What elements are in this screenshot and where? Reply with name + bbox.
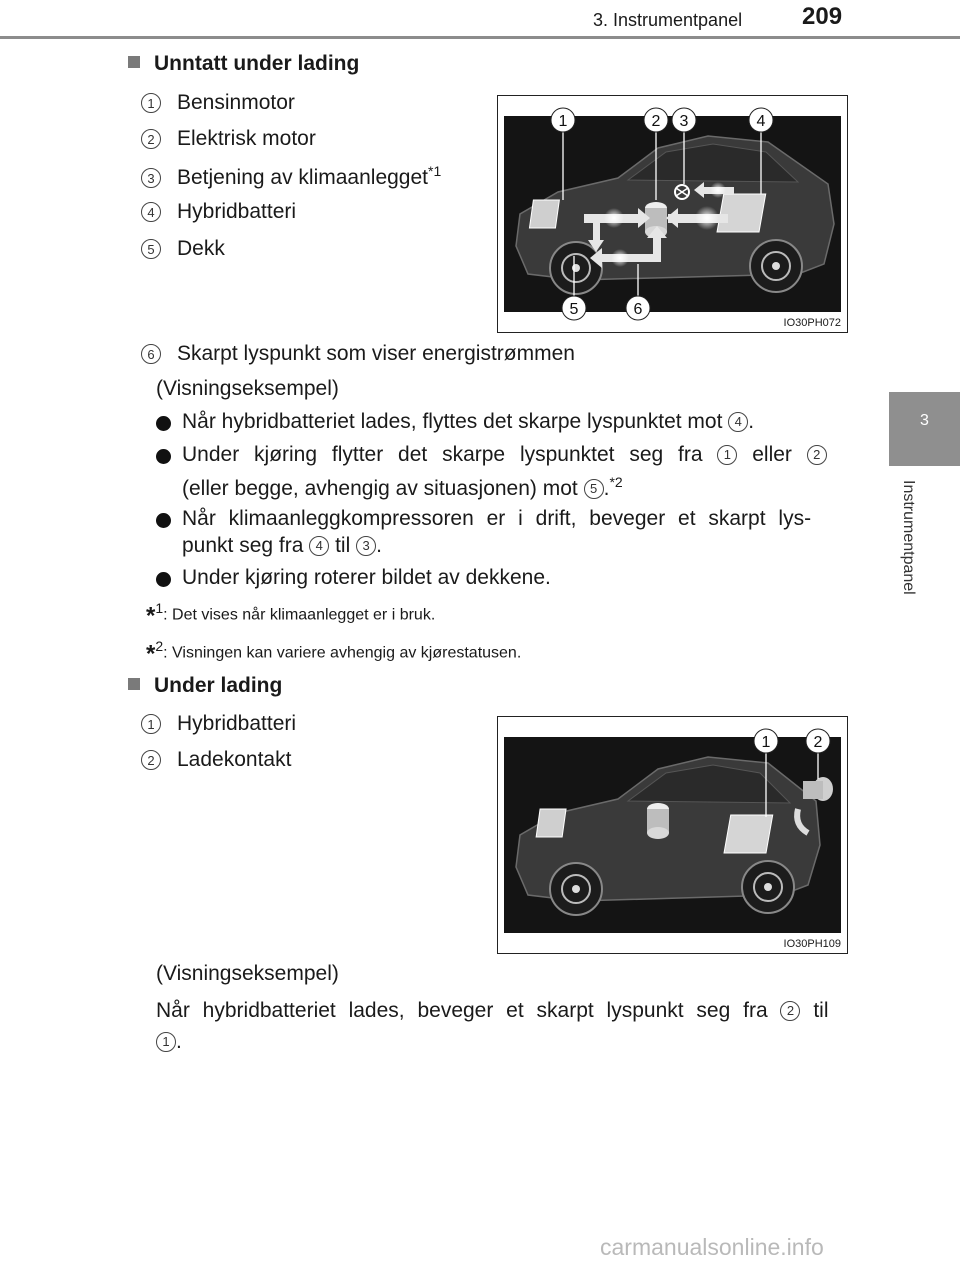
footnote-ref: *1 <box>428 163 442 179</box>
example-note: (Visningseksempel) <box>156 962 339 985</box>
ref-number: 4 <box>309 536 329 556</box>
list-item: 3 Betjening av klimaanlegget$^{*1}$ <box>141 163 441 190</box>
list-item: 1 Hybridbatteri <box>141 712 296 736</box>
page-header <box>0 0 960 40</box>
callout-number: 3 <box>141 168 161 188</box>
car-energy-illustration <box>498 96 847 332</box>
svg-text:5: 5 <box>569 301 579 318</box>
svg-text:2: 2 <box>813 734 823 751</box>
svg-text:2: 2 <box>651 113 661 130</box>
ref-number: 1 <box>156 1032 176 1052</box>
section-title-not-charging: Unntatt under lading <box>128 52 359 76</box>
callout-2 <box>644 108 668 132</box>
section-marker-icon <box>128 56 140 68</box>
callout-4 <box>749 108 773 132</box>
list-item: 6 Skarpt lyspunkt som viser energistrømmen <box>141 342 575 366</box>
watermark: carmanualsonline.info <box>600 1234 824 1260</box>
list-item: 2 Elektrisk motor <box>141 127 316 151</box>
list-item: 5 Dekk <box>141 237 225 261</box>
engine-icon <box>529 200 559 228</box>
svg-text:3: 3 <box>679 113 689 130</box>
section-marker-icon <box>128 678 140 690</box>
callout-number: 1 <box>141 93 161 113</box>
electric-motor-icon <box>647 803 669 839</box>
bullet-dot <box>156 416 171 431</box>
list-item: 2 Ladekontakt <box>141 748 291 772</box>
chapter-tab-label: Instrumentpanel <box>900 480 917 595</box>
chapter-tab[interactable] <box>889 392 960 466</box>
callout-number: 4 <box>141 202 161 222</box>
callout-number: 5 <box>141 239 161 259</box>
ref-number: 5 <box>584 479 604 499</box>
ref-number: 1 <box>717 445 737 465</box>
callout-6 <box>626 296 650 320</box>
bullet-continuation: (eller begge, avhengig av situasjonen) mot 5 .$^{*2}$ <box>182 474 623 500</box>
front-wheel-icon <box>550 242 602 294</box>
footnote-ref: *2 <box>609 474 623 490</box>
bullet-dot <box>156 513 171 528</box>
chapter-tab-number: 3 <box>920 412 929 429</box>
rear-wheel-icon <box>742 861 794 913</box>
svg-text:4: 4 <box>756 113 766 130</box>
ref-number: 4 <box>728 412 748 432</box>
footnote-1: *$^1$: Det vises når klimaanlegget er i bruk. <box>146 600 436 630</box>
callout-1 <box>551 108 575 132</box>
list-item: 4 Hybridbatteri <box>141 200 296 224</box>
callout-5 <box>562 296 586 320</box>
hybrid-battery-icon <box>724 815 773 853</box>
bullet-dot <box>156 449 171 464</box>
list-item: 1 Bensinmotor <box>141 91 295 115</box>
ref-number: 2 <box>780 1001 800 1021</box>
bullet-continuation: punkt seg fra 4 til 3 . <box>182 534 382 557</box>
page-number: 209 <box>802 3 843 30</box>
chapter-tab-label-wrap <box>897 480 919 620</box>
svg-text:1: 1 <box>558 113 568 130</box>
svg-text:1: 1 <box>761 734 771 751</box>
ref-number: 2 <box>807 445 827 465</box>
bullet-dot <box>156 572 171 587</box>
example-note: (Visningseksempel) <box>156 377 339 400</box>
ref-number: 3 <box>356 536 376 556</box>
car-charging-illustration <box>498 717 847 953</box>
rear-wheel-icon <box>750 240 802 292</box>
section-title-charging: Under lading <box>128 674 282 698</box>
front-wheel-icon <box>550 863 602 915</box>
callout-number: 6 <box>141 344 161 364</box>
chapter-title: 3. Instrumentpanel <box>593 10 743 30</box>
figure-code: IO30PH072 <box>783 317 841 329</box>
footnote-2: *$^2$: Visningen kan variere avhengig av kjørestatusen. <box>146 638 522 668</box>
callout-number: 2 <box>141 129 161 149</box>
callout-3 <box>672 108 696 132</box>
svg-text:6: 6 <box>633 301 643 318</box>
hybrid-battery-icon <box>717 194 766 232</box>
charging-text-end: 1 . <box>156 1030 182 1054</box>
engine-icon <box>536 809 566 837</box>
energy-flow-figure <box>497 95 848 333</box>
figure-code: IO30PH109 <box>783 938 841 950</box>
charging-text: Når hybridbatteriet lades, beveger et skarpt lyspunkt seg fra 2 til <box>156 999 829 1022</box>
callout-1 <box>754 729 778 753</box>
callout-number: 1 <box>141 714 161 734</box>
header-rule <box>0 36 960 39</box>
callout-number: 2 <box>141 750 161 770</box>
charging-figure <box>497 716 848 954</box>
callout-2 <box>806 729 830 753</box>
